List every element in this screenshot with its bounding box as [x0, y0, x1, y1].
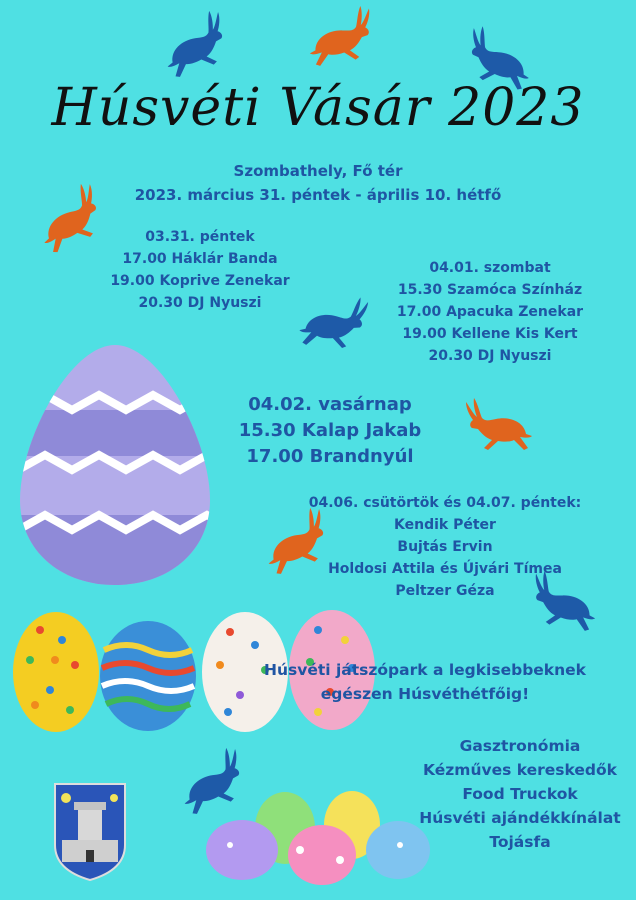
day-3-item: 17.00 Brandnyúl: [246, 446, 414, 467]
day-3-item: 15.30 Kalap Jakab: [238, 420, 422, 441]
location: Szombathely, Fő tér: [233, 162, 403, 180]
day-4-item: Bujtás Ervin: [397, 539, 493, 555]
service-item: Gasztronómia: [459, 737, 581, 755]
day-3-block: [230, 392, 430, 470]
day-3-heading: 04.02. vasárnap: [248, 394, 412, 415]
bunny-icon: [155, 8, 235, 79]
coat-of-arms-icon: [55, 784, 125, 880]
day-2-item: 17.00 Apacuka Zenekar: [396, 304, 584, 320]
day-2-block: [380, 257, 600, 367]
day-1-item: 20.30 DJ Nyuszi: [138, 295, 262, 311]
dates: 2023. március 31. péntek - április 10. hétfő: [134, 186, 502, 204]
page-title: Húsvéti Vásár 2023: [51, 78, 585, 138]
purple-egg-icon: [0, 340, 234, 590]
day-1-block: [90, 226, 310, 314]
playground-line: Húsvéti játszópark a legkisebbeknek: [264, 661, 586, 679]
playground-notice: [240, 658, 610, 706]
day-1-item: 19.00 Koprive Zenekar: [110, 273, 290, 289]
day-2-item: 19.00 Kellene Kis Kert: [402, 326, 578, 342]
day-4-block: [300, 492, 590, 602]
day-1-heading: 03.31. péntek: [145, 229, 255, 245]
services-list: [400, 734, 636, 854]
service-item: Tojásfa: [489, 833, 551, 851]
day-2-item: 15.30 Szamóca Színház: [397, 282, 583, 298]
day-1-item: 17.00 Háklár Banda: [122, 251, 278, 267]
bunny-icon: [303, 5, 377, 68]
service-item: Food Truckok: [462, 785, 578, 803]
service-item: Kézműves kereskedők: [423, 761, 617, 779]
playground-line: egészen Húsvéthétfőig!: [320, 685, 530, 703]
pastel-eggs-icon: [206, 791, 430, 885]
bunny-icon: [172, 745, 252, 816]
day-4-item: Kendik Péter: [394, 517, 496, 533]
day-2-heading: 04.01. szombat: [429, 260, 551, 276]
service-item: Húsvéti ajándékkínálat: [419, 809, 621, 827]
day-4-heading: 04.06. csütörtök és 04.07. péntek:: [308, 495, 582, 511]
day-4-item: Holdosi Attila és Újvári Tímea: [328, 561, 562, 577]
striped-egg-icon: [100, 621, 196, 731]
day-2-item: 20.30 DJ Nyuszi: [428, 348, 552, 364]
day-4-item: Peltzer Géza: [395, 583, 495, 599]
yellow-egg-icon: [13, 612, 99, 732]
bunny-icon: [466, 398, 532, 450]
